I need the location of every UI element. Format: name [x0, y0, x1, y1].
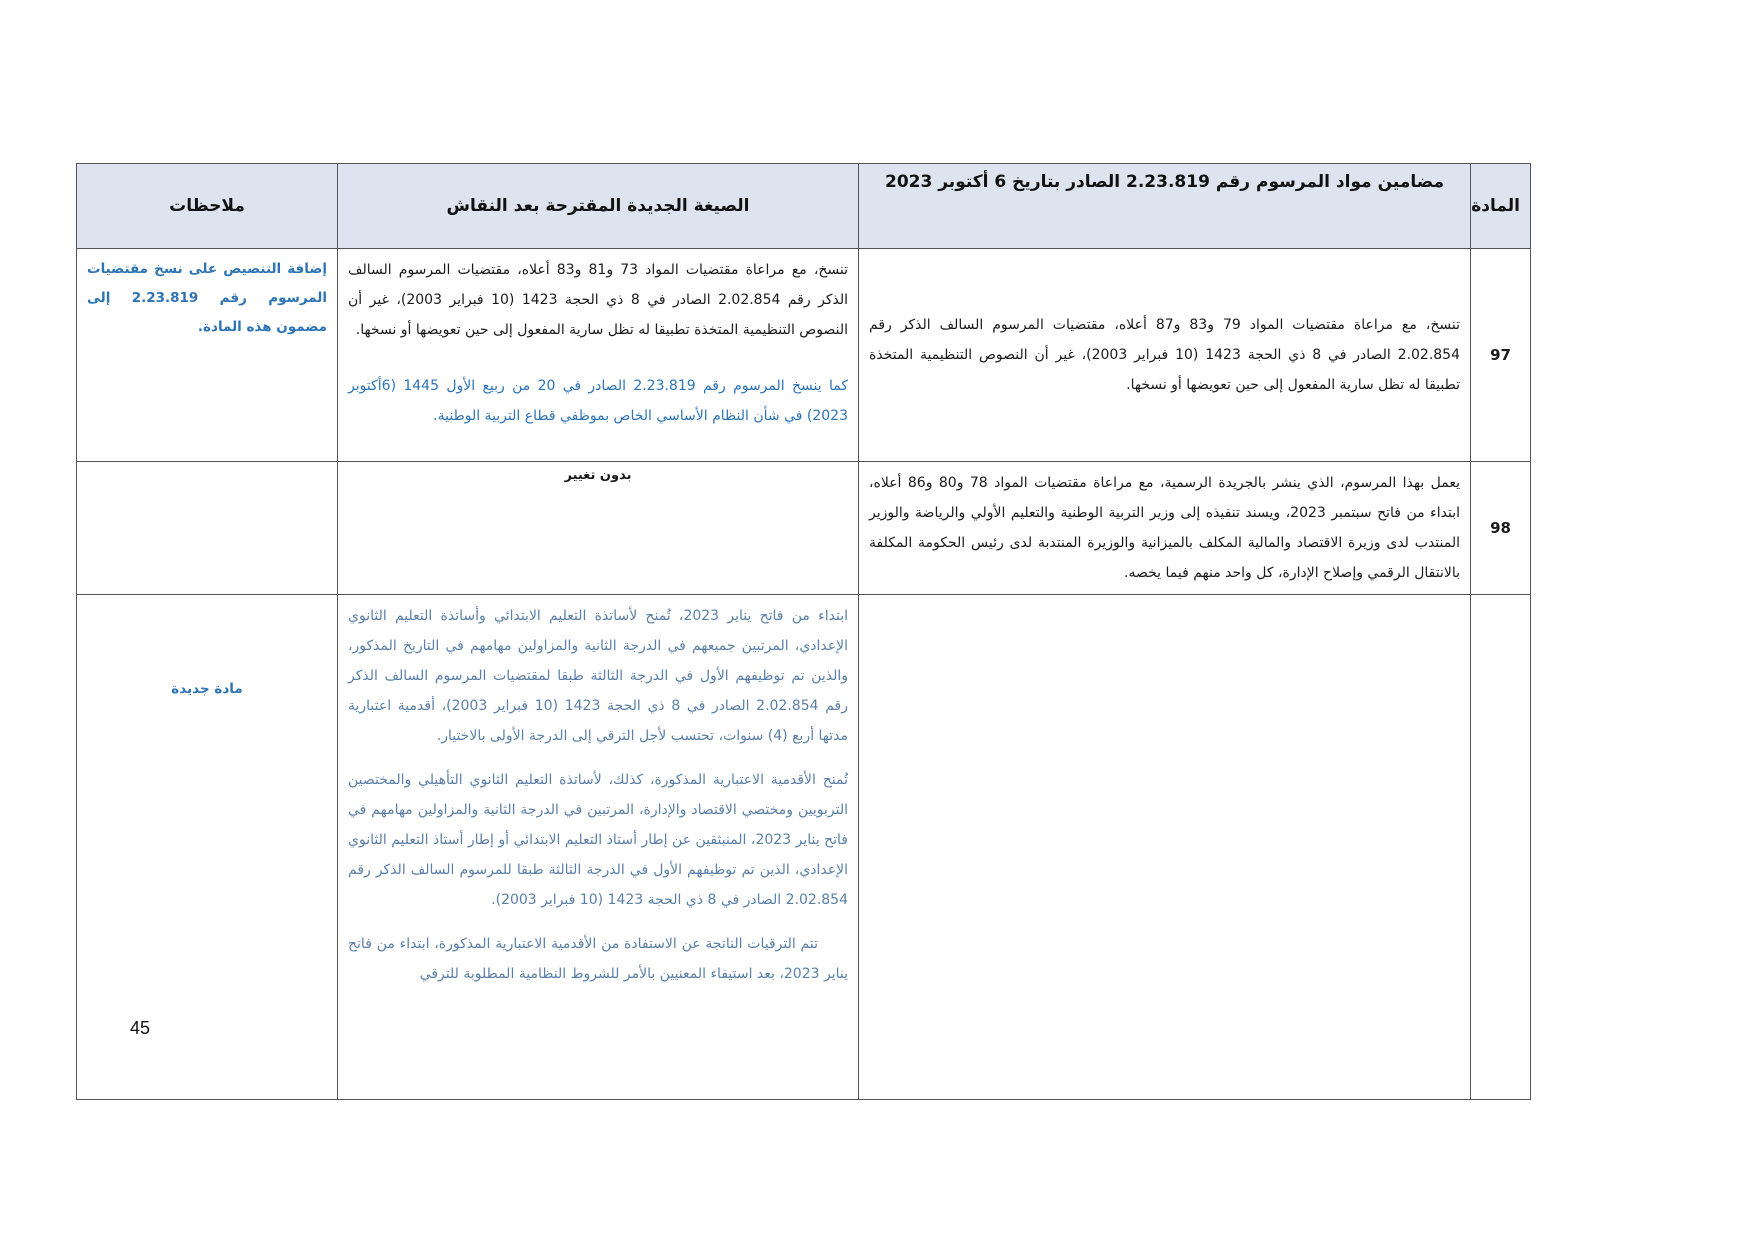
content-cell [859, 595, 1471, 1100]
table-row [77, 462, 1531, 595]
header-content: مضامين مواد المرسوم رقم 2.23.819 الصادر بتاريخ 6 أكتوبر 2023 [859, 164, 1471, 249]
content-cell [859, 462, 1471, 595]
header-article: المادة [1471, 164, 1531, 249]
proposal-paragraph: تنسخ، مع مراعاة مقتضيات المواد 73 و81 و83 أعلاه، مقتضيات المرسوم السالف الذكر رقم 2.02.854 الصادر في 8 ذي الحجة 1423 (10 فبراير 2003)، غير أن النصوص التنظيمية المتخذة تطبيقا له تظل سارية المفعول إلى حين تعويضها أو نسخها. [348, 262, 848, 338]
proposal-paragraph: ابتداء من فاتح يناير 2023، تُمنح لأساتذة التعليم الابتدائي وأساتذة التعليم الثانوي الإعدادي، المرتبين جميعهم في الدرجة الثانية والمزاولين مهامهم في التاريخ المذكور، والذين تم توظيفهم الأول في الدرجة الثالثة طبقا لمقتضيات المرسوم السالف الذكر رقم 2.02.854 الصادر في 8 ذي الحجة 1423 (10 فبراير 2003)، أقدمية اعتبارية مدتها أربع (4) سنوات، تحتسب لأجل الترقي إلى الدرجة الأولى بالاختيار. [348, 608, 848, 744]
notes-cell [77, 249, 338, 462]
header-notes: ملاحظات [77, 164, 338, 249]
notes-text: مادة جديدة [171, 681, 243, 697]
notes-cell [77, 595, 338, 1100]
article-number: 97 [1471, 249, 1531, 462]
table-row [77, 595, 1531, 1100]
proposal-paragraph: تتم الترقيات الناتجة عن الاستفادة من الأقدمية الاعتبارية المذكورة، ابتداء من فاتح يناير 2023، بعد استيفاء المعنيين بالأمر للشروط النظامية المطلوبة للترقي [348, 936, 848, 982]
proposal-cell [338, 249, 859, 462]
content-text: تنسخ، مع مراعاة مقتضيات المواد 79 و83 و87 أعلاه، مقتضيات المرسوم السالف الذكر رقم 2.02.854 الصادر في 8 ذي الحجة 1423 (10 فبراير 2003)، غير أن النصوص التنظيمية المتخذة تطبيقا له تظل سارية المفعول إلى حين تعويضها أو نسخها. [869, 317, 1460, 393]
header-proposal: الصيغة الجديدة المقترحة بعد النقاش [338, 164, 859, 249]
page-number: 45 [130, 1018, 151, 1038]
proposal-cell [338, 595, 859, 1100]
content-text: يعمل بهذا المرسوم، الذي ينشر بالجريدة الرسمية، مع مراعاة مقتضيات المواد 78 و80 و86 أعلاه، ابتداء من فاتح سبتمبر 2023، ويسند تنفيذه إلى وزير التربية الوطنية والتعليم الأولي والرياضة والوزير المنتدب لدى وزيرة الاقتصاد والمالية المكلف بالميزانية والوزيرة المنتدبة لدى رئيس الحكومة المكلفة بالانتقال الرقمي وإصلاح الإدارة، كل واحد منهم فيما يخصه. [869, 475, 1460, 581]
proposal-cell [338, 462, 859, 595]
proposal-paragraph: بدون تغيير [564, 468, 632, 483]
proposal-paragraph: تُمنح الأقدمية الاعتبارية المذكورة، كذلك، لأساتذة التعليم الثانوي التأهيلي والمختصين التربويين ومختصي الاقتصاد والإدارة، المرتبين في الدرجة الثانية والمزاولين مهامهم في فاتح يناير 2023، المنبثقين عن إطار أستاذ التعليم الابتدائي أو إطار أستاذ التعليم الثانوي الإعدادي، الذين تم توظيفهم الأول في الدرجة الثالثة طبقا للمرسوم السالف الذكر رقم 2.02.854 الصادر في 8 ذي الحجة 1423 (10 فبراير 2003). [348, 772, 848, 908]
article-number [1471, 595, 1531, 1100]
proposal-paragraph: كما ينسخ المرسوم رقم 2.23.819 الصادر في 20 من ربيع الأول 1445 (6أكتوبر 2023) في شأن النظام الأساسي الخاص بموظفي قطاع التربية الوطنية. [348, 378, 848, 424]
comparison-table [76, 163, 1531, 1100]
article-number: 98 [1471, 462, 1531, 595]
table-row [77, 249, 1531, 462]
notes-text: إضافة التنصيص على نسخ مقتضيات المرسوم رقم 2.23.819 إلى مضمون هذه المادة. [87, 261, 327, 335]
table-header-row [77, 164, 1531, 249]
notes-cell [77, 462, 338, 595]
content-cell [859, 249, 1471, 462]
